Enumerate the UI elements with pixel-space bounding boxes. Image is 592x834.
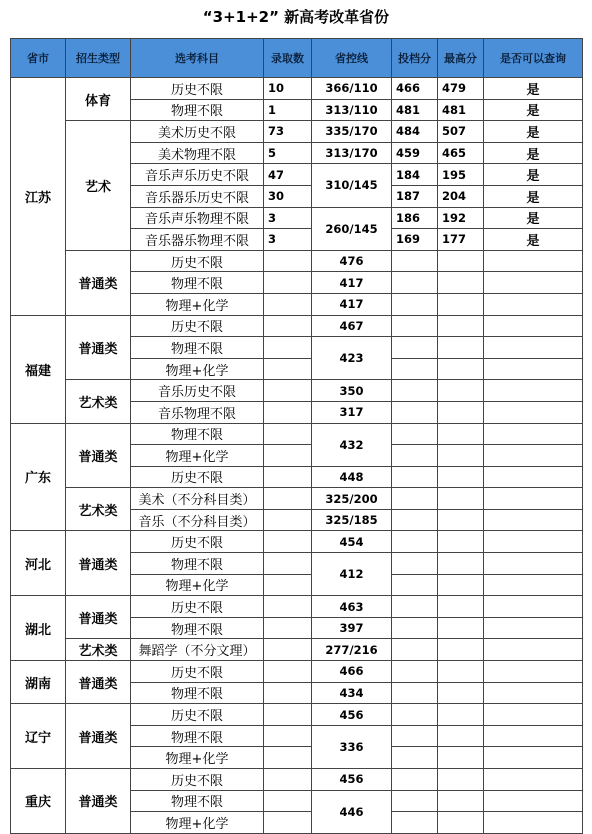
control-line-cell: 448 bbox=[312, 466, 392, 488]
control-line-cell: 366/110 bbox=[312, 78, 392, 100]
admission-type-cell: 普通类 bbox=[66, 596, 131, 639]
table-row bbox=[11, 531, 583, 553]
admission-type-cell: 普通类 bbox=[66, 769, 131, 834]
control-line-cell: 335/170 bbox=[312, 121, 392, 143]
subject-cell: 物理+化学 bbox=[131, 747, 264, 769]
cast-score-cell bbox=[392, 769, 438, 791]
max-score-cell: 195 bbox=[438, 164, 484, 186]
cast-score-cell bbox=[392, 358, 438, 380]
control-line-cell: 467 bbox=[312, 315, 392, 337]
subject-cell: 音乐器乐历史不限 bbox=[131, 185, 264, 207]
subject-cell: 物理不限 bbox=[131, 725, 264, 747]
max-score-cell bbox=[438, 293, 484, 315]
admit-count-cell bbox=[264, 488, 312, 510]
subject-cell: 音乐历史不限 bbox=[131, 380, 264, 402]
cast-score-cell bbox=[392, 747, 438, 769]
queryable-cell bbox=[484, 682, 583, 704]
province-cell: 江苏 bbox=[11, 78, 66, 316]
queryable-cell bbox=[484, 574, 583, 596]
max-score-cell bbox=[438, 617, 484, 639]
admission-type-cell: 艺术类 bbox=[66, 488, 131, 531]
table-row bbox=[11, 121, 583, 143]
control-line-cell: 466 bbox=[312, 661, 392, 683]
province-cell: 广东 bbox=[11, 423, 66, 531]
admit-count-cell bbox=[264, 380, 312, 402]
admit-count-cell bbox=[264, 574, 312, 596]
table-row bbox=[11, 769, 583, 791]
cast-score-cell bbox=[392, 617, 438, 639]
subject-cell: 音乐（不分科目类） bbox=[131, 509, 264, 531]
admit-count-cell bbox=[264, 596, 312, 618]
control-line-cell: 434 bbox=[312, 682, 392, 704]
province-cell: 辽宁 bbox=[11, 704, 66, 769]
province-cell: 湖南 bbox=[11, 661, 66, 704]
admission-type-cell: 艺术类 bbox=[66, 639, 131, 661]
cast-score-cell bbox=[392, 315, 438, 337]
subject-cell: 历史不限 bbox=[131, 661, 264, 683]
max-score-cell bbox=[438, 769, 484, 791]
admit-count-cell bbox=[264, 725, 312, 747]
cast-score-cell bbox=[392, 401, 438, 423]
table-row bbox=[11, 78, 583, 100]
cast-score-cell bbox=[392, 250, 438, 272]
control-line-cell: 317 bbox=[312, 401, 392, 423]
admit-count-cell: 3 bbox=[264, 207, 312, 229]
table-row bbox=[11, 423, 583, 445]
admit-count-cell bbox=[264, 509, 312, 531]
admission-table bbox=[10, 38, 583, 834]
subject-cell: 物理不限 bbox=[131, 617, 264, 639]
cast-score-cell: 187 bbox=[392, 185, 438, 207]
cast-score-cell: 459 bbox=[392, 142, 438, 164]
max-score-cell: 177 bbox=[438, 229, 484, 251]
subject-cell: 舞蹈学（不分文理） bbox=[131, 639, 264, 661]
max-score-cell bbox=[438, 509, 484, 531]
max-score-cell bbox=[438, 401, 484, 423]
queryable-cell: 是 bbox=[484, 99, 583, 121]
cast-score-cell bbox=[392, 509, 438, 531]
queryable-cell bbox=[484, 790, 583, 812]
admission-type-cell: 普通类 bbox=[66, 315, 131, 380]
admit-count-cell bbox=[264, 639, 312, 661]
table-header-row bbox=[11, 39, 583, 78]
table-row bbox=[11, 488, 583, 510]
queryable-cell bbox=[484, 769, 583, 791]
queryable-cell bbox=[484, 380, 583, 402]
control-line-cell: 325/185 bbox=[312, 509, 392, 531]
admit-count-cell bbox=[264, 466, 312, 488]
cast-score-cell bbox=[392, 790, 438, 812]
control-line-cell: 350 bbox=[312, 380, 392, 402]
admit-count-cell bbox=[264, 790, 312, 812]
cast-score-cell bbox=[392, 704, 438, 726]
admit-count-cell bbox=[264, 337, 312, 359]
queryable-cell bbox=[484, 639, 583, 661]
cast-score-cell bbox=[392, 423, 438, 445]
max-score-cell bbox=[438, 725, 484, 747]
queryable-cell bbox=[484, 553, 583, 575]
max-score-cell bbox=[438, 553, 484, 575]
admit-count-cell bbox=[264, 617, 312, 639]
admission-type-cell: 普通类 bbox=[66, 704, 131, 769]
admit-count-cell bbox=[264, 704, 312, 726]
subject-cell: 物理不限 bbox=[131, 790, 264, 812]
queryable-cell bbox=[484, 596, 583, 618]
control-line-cell: 397 bbox=[312, 617, 392, 639]
control-line-cell: 446 bbox=[312, 790, 392, 833]
admission-type-cell: 体育 bbox=[66, 78, 131, 121]
cast-score-cell: 466 bbox=[392, 78, 438, 100]
control-line-cell: 417 bbox=[312, 272, 392, 294]
max-score-cell: 507 bbox=[438, 121, 484, 143]
cast-score-cell bbox=[392, 639, 438, 661]
queryable-cell bbox=[484, 617, 583, 639]
cast-score-cell bbox=[392, 488, 438, 510]
queryable-cell bbox=[484, 747, 583, 769]
admit-count-cell bbox=[264, 445, 312, 467]
admit-count-cell: 5 bbox=[264, 142, 312, 164]
cast-score-cell bbox=[392, 661, 438, 683]
queryable-cell: 是 bbox=[484, 229, 583, 251]
queryable-cell bbox=[484, 725, 583, 747]
admit-count-cell bbox=[264, 250, 312, 272]
max-score-cell bbox=[438, 488, 484, 510]
subject-cell: 物理不限 bbox=[131, 423, 264, 445]
admit-count-cell bbox=[264, 531, 312, 553]
cast-score-cell bbox=[392, 725, 438, 747]
control-line-cell: 336 bbox=[312, 725, 392, 768]
cast-score-cell: 186 bbox=[392, 207, 438, 229]
queryable-cell: 是 bbox=[484, 78, 583, 100]
admit-count-cell bbox=[264, 423, 312, 445]
control-line-cell: 325/200 bbox=[312, 488, 392, 510]
queryable-cell bbox=[484, 401, 583, 423]
table-body bbox=[11, 78, 583, 834]
subject-cell: 历史不限 bbox=[131, 250, 264, 272]
subject-cell: 美术（不分科目类） bbox=[131, 488, 264, 510]
cast-score-cell: 169 bbox=[392, 229, 438, 251]
subject-cell: 物理+化学 bbox=[131, 293, 264, 315]
admit-count-cell: 30 bbox=[264, 185, 312, 207]
control-line-cell: 313/170 bbox=[312, 142, 392, 164]
cast-score-cell bbox=[392, 337, 438, 359]
queryable-cell bbox=[484, 358, 583, 380]
queryable-cell bbox=[484, 488, 583, 510]
max-score-cell: 479 bbox=[438, 78, 484, 100]
admit-count-cell: 1 bbox=[264, 99, 312, 121]
cast-score-cell bbox=[392, 812, 438, 834]
subject-cell: 物理不限 bbox=[131, 337, 264, 359]
control-line-cell: 432 bbox=[312, 423, 392, 466]
header-cast-score: 投档分 bbox=[392, 39, 438, 78]
subject-cell: 音乐声乐物理不限 bbox=[131, 207, 264, 229]
subject-cell: 音乐物理不限 bbox=[131, 401, 264, 423]
max-score-cell bbox=[438, 380, 484, 402]
table-row bbox=[11, 704, 583, 726]
subject-cell: 历史不限 bbox=[131, 596, 264, 618]
header-subject: 选考科目 bbox=[131, 39, 264, 78]
subject-cell: 物理不限 bbox=[131, 682, 264, 704]
max-score-cell bbox=[438, 790, 484, 812]
admission-type-cell: 普通类 bbox=[66, 250, 131, 315]
control-line-cell: 277/216 bbox=[312, 639, 392, 661]
admit-count-cell: 47 bbox=[264, 164, 312, 186]
max-score-cell bbox=[438, 574, 484, 596]
control-line-cell: 454 bbox=[312, 531, 392, 553]
subject-cell: 物理不限 bbox=[131, 272, 264, 294]
admission-type-cell: 艺术类 bbox=[66, 380, 131, 423]
queryable-cell bbox=[484, 704, 583, 726]
cast-score-cell: 481 bbox=[392, 99, 438, 121]
max-score-cell bbox=[438, 315, 484, 337]
subject-cell: 美术物理不限 bbox=[131, 142, 264, 164]
header-type: 招生类型 bbox=[66, 39, 131, 78]
queryable-cell: 是 bbox=[484, 207, 583, 229]
cast-score-cell bbox=[392, 445, 438, 467]
province-cell: 福建 bbox=[11, 315, 66, 423]
subject-cell: 音乐器乐物理不限 bbox=[131, 229, 264, 251]
control-line-cell: 260/145 bbox=[312, 207, 392, 250]
province-cell: 河北 bbox=[11, 531, 66, 596]
max-score-cell bbox=[438, 337, 484, 359]
max-score-cell: 481 bbox=[438, 99, 484, 121]
max-score-cell: 204 bbox=[438, 185, 484, 207]
cast-score-cell bbox=[392, 553, 438, 575]
queryable-cell bbox=[484, 812, 583, 834]
subject-cell: 历史不限 bbox=[131, 531, 264, 553]
page-title: “3+1+2” 新高考改革省份 bbox=[202, 8, 390, 26]
max-score-cell bbox=[438, 272, 484, 294]
max-score-cell bbox=[438, 445, 484, 467]
queryable-cell bbox=[484, 315, 583, 337]
province-cell: 湖北 bbox=[11, 596, 66, 661]
admit-count-cell bbox=[264, 769, 312, 791]
queryable-cell bbox=[484, 250, 583, 272]
control-line-cell: 423 bbox=[312, 337, 392, 380]
subject-cell: 历史不限 bbox=[131, 466, 264, 488]
subject-cell: 物理+化学 bbox=[131, 358, 264, 380]
max-score-cell bbox=[438, 596, 484, 618]
max-score-cell bbox=[438, 250, 484, 272]
subject-cell: 物理不限 bbox=[131, 553, 264, 575]
max-score-cell bbox=[438, 661, 484, 683]
subject-cell: 历史不限 bbox=[131, 78, 264, 100]
control-line-cell: 476 bbox=[312, 250, 392, 272]
admission-type-cell: 普通类 bbox=[66, 661, 131, 704]
admission-type-cell: 普通类 bbox=[66, 531, 131, 596]
queryable-cell: 是 bbox=[484, 185, 583, 207]
admit-count-cell bbox=[264, 401, 312, 423]
header-province: 省市 bbox=[11, 39, 66, 78]
queryable-cell bbox=[484, 293, 583, 315]
cast-score-cell bbox=[392, 380, 438, 402]
control-line-cell: 417 bbox=[312, 293, 392, 315]
max-score-cell bbox=[438, 812, 484, 834]
queryable-cell bbox=[484, 509, 583, 531]
header-queryable: 是否可以查询 bbox=[484, 39, 583, 78]
admit-count-cell bbox=[264, 812, 312, 834]
subject-cell: 美术历史不限 bbox=[131, 121, 264, 143]
queryable-cell: 是 bbox=[484, 142, 583, 164]
cast-score-cell: 484 bbox=[392, 121, 438, 143]
queryable-cell bbox=[484, 272, 583, 294]
control-line-cell: 310/145 bbox=[312, 164, 392, 207]
max-score-cell bbox=[438, 358, 484, 380]
admit-count-cell bbox=[264, 682, 312, 704]
max-score-cell bbox=[438, 704, 484, 726]
subject-cell: 音乐声乐历史不限 bbox=[131, 164, 264, 186]
control-line-cell: 463 bbox=[312, 596, 392, 618]
table-row bbox=[11, 661, 583, 683]
table-row bbox=[11, 380, 583, 402]
queryable-cell bbox=[484, 337, 583, 359]
max-score-cell bbox=[438, 747, 484, 769]
subject-cell: 物理+化学 bbox=[131, 445, 264, 467]
cast-score-cell bbox=[392, 574, 438, 596]
max-score-cell bbox=[438, 639, 484, 661]
queryable-cell bbox=[484, 531, 583, 553]
control-line-cell: 456 bbox=[312, 769, 392, 791]
control-line-cell: 412 bbox=[312, 553, 392, 596]
cast-score-cell bbox=[392, 272, 438, 294]
table-row bbox=[11, 639, 583, 661]
admit-count-cell bbox=[264, 661, 312, 683]
cast-score-cell bbox=[392, 466, 438, 488]
cast-score-cell: 184 bbox=[392, 164, 438, 186]
subject-cell: 历史不限 bbox=[131, 704, 264, 726]
queryable-cell bbox=[484, 661, 583, 683]
province-cell: 重庆 bbox=[11, 769, 66, 834]
header-admit-count: 录取数 bbox=[264, 39, 312, 78]
cast-score-cell bbox=[392, 531, 438, 553]
admit-count-cell bbox=[264, 293, 312, 315]
subject-cell: 物理+化学 bbox=[131, 812, 264, 834]
queryable-cell bbox=[484, 445, 583, 467]
subject-cell: 物理+化学 bbox=[131, 574, 264, 596]
admit-count-cell: 73 bbox=[264, 121, 312, 143]
control-line-cell: 313/110 bbox=[312, 99, 392, 121]
admit-count-cell bbox=[264, 358, 312, 380]
table-row bbox=[11, 596, 583, 618]
admission-type-cell: 艺术 bbox=[66, 121, 131, 251]
subject-cell: 物理不限 bbox=[131, 99, 264, 121]
admit-count-cell bbox=[264, 747, 312, 769]
queryable-cell: 是 bbox=[484, 121, 583, 143]
max-score-cell bbox=[438, 466, 484, 488]
cast-score-cell bbox=[392, 682, 438, 704]
admit-count-cell bbox=[264, 315, 312, 337]
queryable-cell bbox=[484, 466, 583, 488]
max-score-cell: 465 bbox=[438, 142, 484, 164]
cast-score-cell bbox=[392, 293, 438, 315]
queryable-cell: 是 bbox=[484, 164, 583, 186]
max-score-cell bbox=[438, 682, 484, 704]
admit-count-cell: 10 bbox=[264, 78, 312, 100]
control-line-cell: 456 bbox=[312, 704, 392, 726]
subject-cell: 历史不限 bbox=[131, 769, 264, 791]
admission-type-cell: 普通类 bbox=[66, 423, 131, 488]
subject-cell: 历史不限 bbox=[131, 315, 264, 337]
header-max-score: 最高分 bbox=[438, 39, 484, 78]
admit-count-cell bbox=[264, 553, 312, 575]
admit-count-cell bbox=[264, 272, 312, 294]
table-row bbox=[11, 250, 583, 272]
max-score-cell bbox=[438, 531, 484, 553]
queryable-cell bbox=[484, 423, 583, 445]
header-control-line: 省控线 bbox=[312, 39, 392, 78]
table-row bbox=[11, 315, 583, 337]
max-score-cell bbox=[438, 423, 484, 445]
max-score-cell: 192 bbox=[438, 207, 484, 229]
admit-count-cell: 3 bbox=[264, 229, 312, 251]
cast-score-cell bbox=[392, 596, 438, 618]
